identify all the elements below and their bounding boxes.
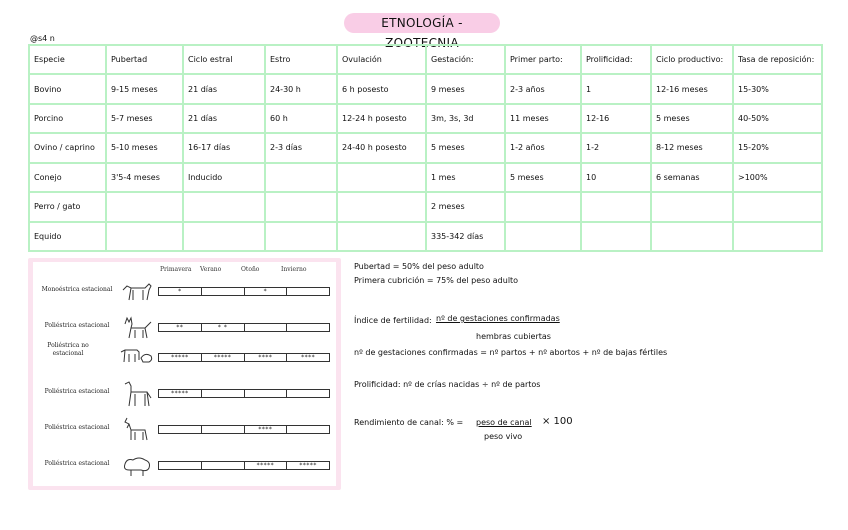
seasonality-label: Poliéstrica estacional — [44, 322, 110, 329]
table-cell: 16-17 días — [183, 133, 265, 162]
table-cell — [265, 192, 337, 221]
seasonality-panel — [33, 262, 336, 486]
seasonality-row — [33, 450, 336, 484]
table-cell: 9 meses — [426, 74, 505, 103]
season-bar — [158, 389, 330, 398]
table-cell — [581, 192, 651, 221]
yield-multiplier: × 100 — [542, 416, 573, 427]
table-cell: 1-2 — [581, 133, 651, 162]
horse-icon — [119, 378, 153, 408]
table-cell — [183, 192, 265, 221]
season-mark — [202, 462, 245, 469]
page-title: ETNOLOGÍA - ZOOTECNIA — [344, 13, 500, 33]
table-cell — [733, 192, 822, 221]
seasonality-label: Poliéstrica no estacional — [47, 342, 89, 357]
table-cell — [505, 222, 581, 251]
table-cell: 15-30% — [733, 74, 822, 103]
table-cell: 9-15 meses — [106, 74, 183, 103]
season-header: Primavera — [160, 266, 192, 273]
season-mark: **** — [245, 426, 288, 433]
table-cell: Ovulación — [337, 45, 426, 74]
table-cell: 60 h — [265, 104, 337, 133]
table-cell: Bovino — [29, 74, 106, 103]
table-cell: 5-10 meses — [106, 133, 183, 162]
seasonality-row — [33, 276, 336, 310]
season-mark — [245, 390, 288, 397]
table-cell — [265, 163, 337, 192]
table-cell — [337, 192, 426, 221]
season-mark: **** — [301, 354, 316, 361]
table-cell: 11 meses — [505, 104, 581, 133]
table-cell: 24-40 h posesto — [337, 133, 426, 162]
table-cell: 5 meses — [426, 133, 505, 162]
season-mark: ***** — [202, 354, 245, 361]
table-cell: Porcino — [29, 104, 106, 133]
table-cell: >100% — [733, 163, 822, 192]
seasonality-label: Poliéstrica estacional — [44, 460, 110, 467]
seasonality-label: Monoéstrica estacional — [41, 286, 113, 293]
season-header: Verano — [200, 266, 222, 273]
table-cell: 5-7 meses — [106, 104, 183, 133]
season-mark — [287, 288, 329, 295]
first-mating-note: Primera cubrición = 75% del peso adulto — [354, 276, 519, 285]
reproduction-table — [28, 44, 823, 252]
table-cell — [265, 222, 337, 251]
season-mark — [287, 390, 329, 397]
season-mark — [287, 324, 329, 331]
season-mark: ***** — [159, 390, 202, 397]
table-cell: 5 meses — [505, 163, 581, 192]
table-cell: Perro / gato — [29, 192, 106, 221]
seasonality-label: Poliéstrica estacional — [44, 424, 110, 431]
table-cell: 2-3 años — [505, 74, 581, 103]
table-cell: Gestación: — [426, 45, 505, 74]
table-cell: Pubertad — [106, 45, 183, 74]
season-mark — [159, 462, 202, 469]
season-bar — [158, 353, 330, 362]
table-cell: Inducido — [183, 163, 265, 192]
corner-mark: @s4 n — [30, 34, 55, 43]
goat-icon — [119, 414, 153, 444]
season-mark — [202, 390, 245, 397]
table-cell: Estro — [265, 45, 337, 74]
table-cell — [337, 222, 426, 251]
table-cell: 2 meses — [426, 192, 505, 221]
fertility-denominator: hembras cubiertas — [476, 332, 551, 341]
season-bar — [158, 425, 330, 434]
season-mark — [202, 288, 245, 295]
season-mark: * — [159, 288, 202, 295]
table-row — [29, 163, 822, 192]
table-cell: 1 — [581, 74, 651, 103]
table-cell: 12-16 — [581, 104, 651, 133]
table-cell: Ciclo productivo: — [651, 45, 733, 74]
fertility-label: Índice de fertilidad: — [354, 316, 432, 325]
seasonality-row — [33, 378, 336, 412]
yield-label: Rendimiento de canal: % = — [354, 418, 464, 427]
table-cell: Equido — [29, 222, 106, 251]
season-bar — [158, 323, 330, 332]
season-mark: ***** — [299, 462, 317, 469]
table-cell: 3m, 3s, 3d — [426, 104, 505, 133]
season-mark: * * — [202, 324, 245, 331]
table-cell: 8-12 meses — [651, 133, 733, 162]
table-row — [29, 74, 822, 103]
table-row — [29, 133, 822, 162]
seasonality-row — [33, 414, 336, 448]
table-cell: 21 días — [183, 104, 265, 133]
table-cell: Tasa de reposición: — [733, 45, 822, 74]
table-cell: Conejo — [29, 163, 106, 192]
table-cell: 335-342 días — [426, 222, 505, 251]
table-cell: 21 días — [183, 74, 265, 103]
table-cell — [581, 222, 651, 251]
puberty-note: Pubertad = 50% del peso adulto — [354, 262, 484, 271]
table-cell — [651, 192, 733, 221]
season-mark — [159, 426, 202, 433]
yield-denominator: peso vivo — [484, 432, 523, 441]
season-bar — [158, 461, 330, 470]
table-cell: 3'5-4 meses — [106, 163, 183, 192]
season-mark — [245, 324, 288, 331]
table-cell: 24-30 h — [265, 74, 337, 103]
season-mark: ***** — [245, 462, 288, 469]
table-cell: 1-2 años — [505, 133, 581, 162]
fertility-equation: nº de gestaciones confirmadas = nº partos + nº abortos + nº de bajas fértiles — [354, 348, 668, 357]
table-cell — [337, 163, 426, 192]
seasonality-row — [33, 312, 336, 346]
table-cell — [106, 222, 183, 251]
table-cell: Especie — [29, 45, 106, 74]
season-mark: ***** — [159, 354, 202, 361]
season-mark: * — [245, 288, 288, 295]
season-mark — [202, 426, 245, 433]
season-mark: **** — [245, 354, 288, 361]
prolificity-formula: Prolificidad: nº de crías nacidas ÷ nº de partos — [354, 380, 541, 389]
table-row — [29, 192, 822, 221]
season-mark — [287, 426, 329, 433]
table-cell: Ciclo estral — [183, 45, 265, 74]
table-cell — [183, 222, 265, 251]
fertility-numerator: nº de gestaciones confirmadas — [436, 314, 560, 323]
table-cell — [505, 192, 581, 221]
table-row — [29, 104, 822, 133]
table-cell: Ovino / caprino — [29, 133, 106, 162]
seasonality-chart — [28, 258, 341, 490]
cat-icon — [119, 312, 153, 342]
table-row — [29, 222, 822, 251]
table-cell — [733, 222, 822, 251]
table-cell: 2-3 días — [265, 133, 337, 162]
season-header: Invierno — [281, 266, 307, 273]
seasonality-row — [33, 342, 336, 376]
yield-numerator: peso de canal — [476, 418, 532, 427]
table-cell: 1 mes — [426, 163, 505, 192]
table-cell: 6 h posesto — [337, 74, 426, 103]
season-mark: ** — [159, 324, 202, 331]
table-cell: 12-16 meses — [651, 74, 733, 103]
table-cell — [651, 222, 733, 251]
table-header-row — [29, 45, 822, 74]
season-header: Otoño — [241, 266, 260, 273]
table-cell — [106, 192, 183, 221]
cow-pig-icon — [119, 342, 153, 372]
table-cell: 5 meses — [651, 104, 733, 133]
sheep-icon — [119, 450, 153, 480]
table-cell: Primer parto: — [505, 45, 581, 74]
seasonality-label: Poliéstrica estacional — [44, 388, 110, 395]
table-cell: 15-20% — [733, 133, 822, 162]
table-cell: 6 semanas — [651, 163, 733, 192]
table-cell: 10 — [581, 163, 651, 192]
table-cell: 40-50% — [733, 104, 822, 133]
dog-icon — [119, 276, 153, 306]
season-bar — [158, 287, 330, 296]
table-cell: Prolificidad: — [581, 45, 651, 74]
table-cell: 12-24 h posesto — [337, 104, 426, 133]
